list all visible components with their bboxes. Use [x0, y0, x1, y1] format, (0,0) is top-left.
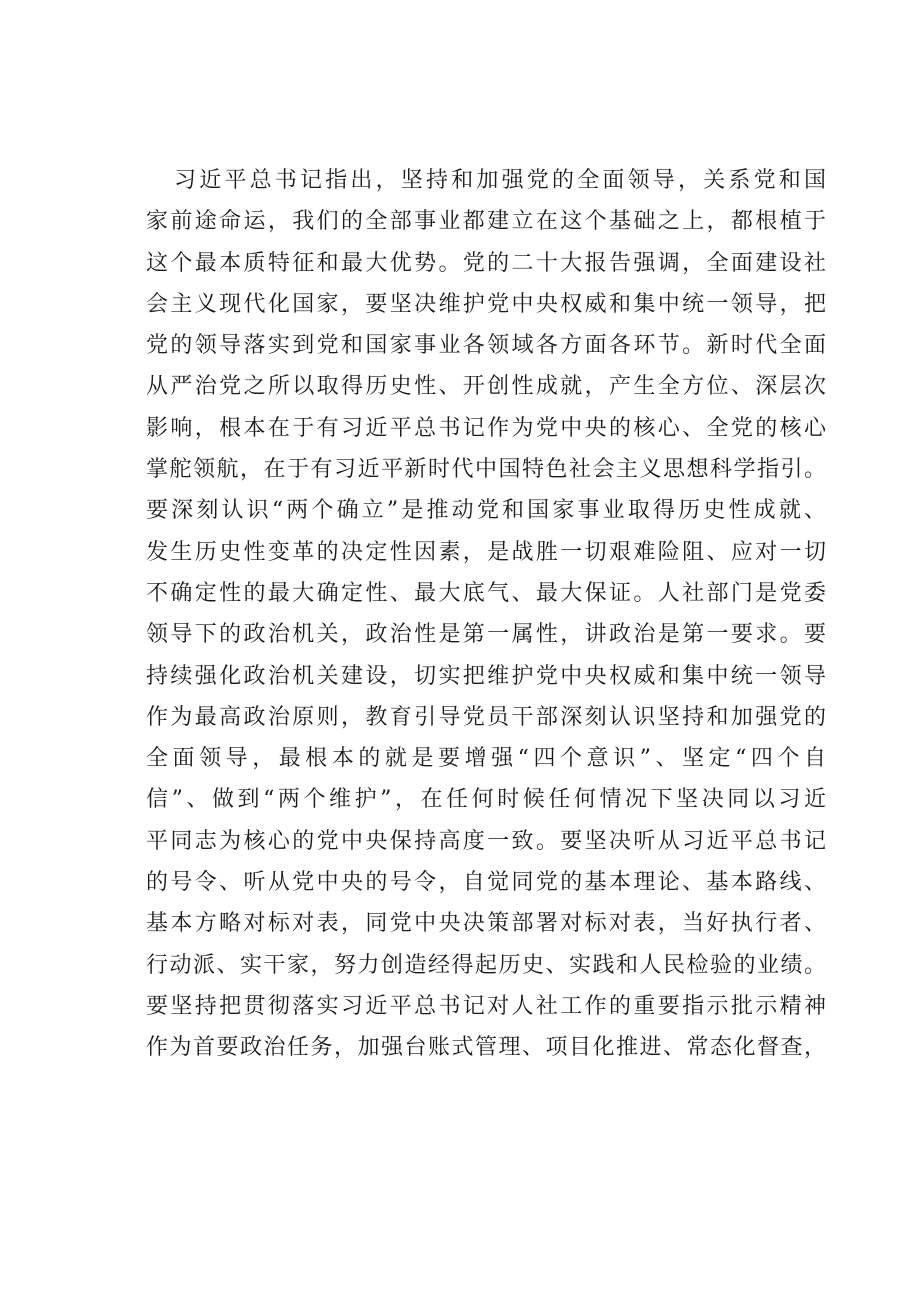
- paragraph-line: 平同志为核心的党中央保持高度一致。要坚决听从习近平总书记: [146, 828, 826, 854]
- paragraph-line: 要深刻认识“两个确立”是推动党和国家事业取得历史性成就、: [146, 498, 826, 524]
- paragraph-line: 这个最本质特征和最大优势。党的二十大报告强调，全面建设社: [146, 250, 826, 276]
- paragraph-line: 会主义现代化国家，要坚决维护党中央权威和集中统一领导，把: [146, 291, 826, 317]
- paragraph-line: 信”、做到“两个维护”，在任何时候任何情况下坚决同以习近: [146, 787, 826, 813]
- paragraph-line: 影响，根本在于有习近平总书记作为党中央的核心、全党的核心: [146, 415, 826, 441]
- paragraph-line: 持续强化政治机关建设，切实把维护党中央权威和集中统一领导: [146, 663, 826, 689]
- paragraph-line: 不确定性的最大确定性、最大底气、最大保证。人社部门是党委: [146, 580, 826, 606]
- paragraph-line: 要坚持把贯彻落实习近平总书记对人社工作的重要指示批示精神: [146, 993, 826, 1019]
- paragraph-line: 党的领导落实到党和国家事业各领域各方面各环节。新时代全面: [146, 333, 826, 359]
- paragraph-line: 家前途命运，我们的全部事业都建立在这个基础之上，都根植于: [146, 209, 826, 235]
- paragraph-line: 发生历史性变革的决定性因素，是战胜一切艰难险阻、应对一切: [146, 539, 826, 565]
- paragraph-line: 习近平总书记指出，坚持和加强党的全面领导，关系党和国: [174, 168, 826, 193]
- paragraph-line: 掌舵领航，在于有习近平新时代中国特色社会主义思想科学指引。: [146, 457, 826, 483]
- paragraph-line: 的号令、听从党中央的号令，自觉同党的基本理论、基本路线、: [146, 870, 826, 896]
- paragraph-line: 作为首要政治任务，加强台账式管理、项目化推进、常态化督查，: [146, 1035, 826, 1061]
- paragraph-line: 作为最高政治原则，教育引导党员干部深刻认识坚持和加强党的: [146, 704, 826, 730]
- paragraph-line: 从严治党之所以取得历史性、开创性成就，产生全方位、深层次: [146, 374, 826, 400]
- paragraph-line: 基本方略对标对表，同党中央决策部署对标对表，当好执行者、: [146, 911, 826, 937]
- body-paragraph: [146, 160, 826, 1069]
- paragraph-line: 行动派、实干家，努力创造经得起历史、实践和人民检验的业绩。: [146, 952, 826, 978]
- paragraph-line: 全面领导，最根本的就是要增强“四个意识”、坚定“四个自: [146, 746, 826, 772]
- paragraph-line: 领导下的政治机关，政治性是第一属性，讲政治是第一要求。要: [146, 622, 826, 648]
